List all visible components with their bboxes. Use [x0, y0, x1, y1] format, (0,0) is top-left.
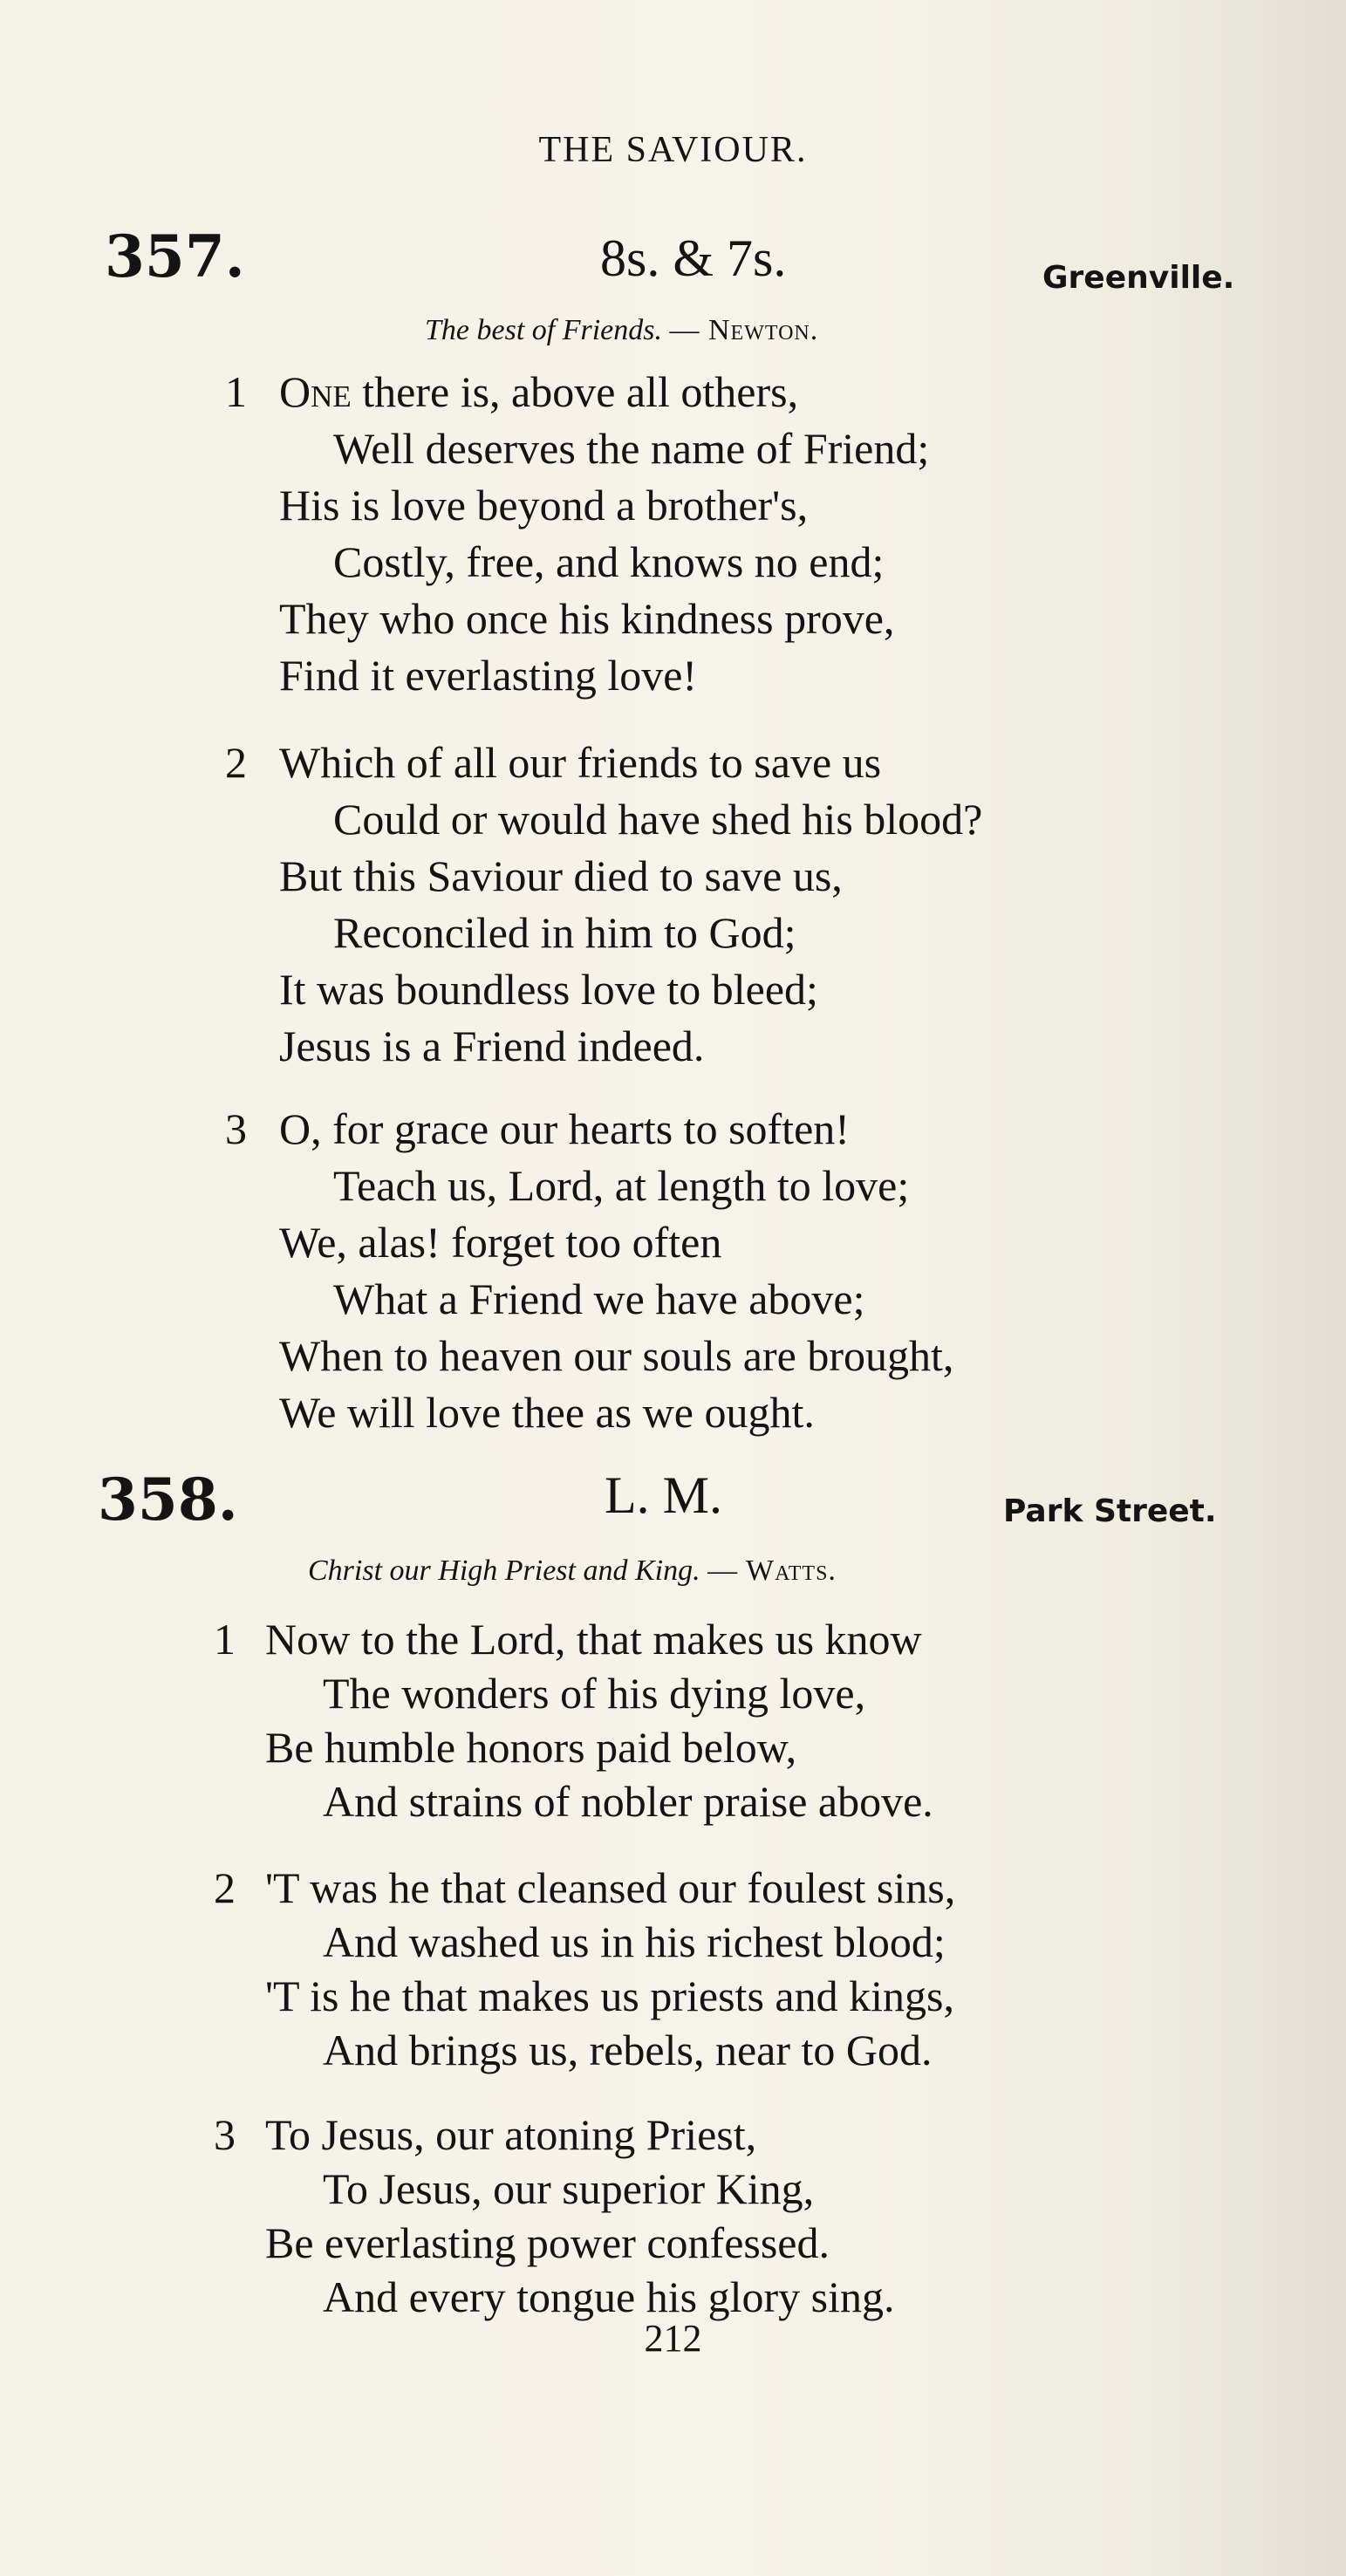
verse-line: When to heaven our souls are brought, — [279, 1331, 954, 1380]
verse-line: And brings us, rebels, near to God. — [323, 2026, 933, 2074]
verse-line: Find it everlasting love! — [279, 651, 698, 700]
verse-line: It was boundless love to bleed; — [279, 965, 818, 1014]
verse-line: 'T is he that makes us priests and kings, — [265, 1971, 954, 2020]
hymn-meter: 8s. & 7s. — [600, 229, 787, 287]
verse-number: 3 — [214, 2110, 236, 2159]
verse-line: Now to the Lord, that makes us know — [265, 1615, 922, 1664]
verse-line: We, alas! forget too often — [279, 1218, 722, 1267]
verse-number: 2 — [214, 1863, 236, 1912]
verse-line: 'T was he that cleansed our foulest sins, — [265, 1863, 956, 1912]
verse-line: Jesus is a Friend indeed. — [279, 1022, 705, 1070]
verse-line: Be humble honors paid below, — [265, 1723, 797, 1772]
hymn-number: 358. — [98, 1466, 238, 1534]
hymn-subtitle — [308, 1554, 837, 1588]
verse-number: 1 — [225, 367, 247, 416]
verse-line: But this Saviour died to save us, — [279, 851, 843, 900]
page-number: 212 — [644, 2317, 702, 2360]
subtitle-title: Christ our High Priest and King. — [308, 1554, 700, 1587]
verse-line — [279, 366, 798, 417]
subtitle-author: — Watts. — [707, 1554, 837, 1587]
verse-line: They who once his kindness prove, — [279, 594, 895, 643]
hymn-subtitle — [425, 314, 818, 347]
hymn-meter: L. M. — [605, 1466, 722, 1524]
verse-number: 3 — [225, 1104, 247, 1153]
verse-line: And every tongue his glory sing. — [323, 2272, 895, 2321]
subtitle-author: — Newton. — [669, 314, 819, 346]
verse-line: To Jesus, our atoning Priest, — [265, 2110, 757, 2159]
tune-name: Park Street. — [1003, 1493, 1217, 1529]
verse-line: The wonders of his dying love, — [323, 1669, 866, 1718]
verse-line: O, for grace our hearts to soften! — [279, 1104, 850, 1153]
verse-line: Could or would have shed his blood? — [333, 795, 983, 844]
first-word: One — [279, 367, 352, 416]
verse-number: 2 — [225, 738, 247, 787]
verse-line: Be everlasting power confessed. — [265, 2218, 830, 2267]
verse-line: And strains of nobler praise above. — [323, 1777, 933, 1826]
hymn-number: 357. — [105, 222, 245, 290]
verse-line: His is love beyond a brother's, — [279, 481, 809, 530]
tune-name: Greenville. — [1042, 260, 1235, 296]
verse-line: Costly, free, and knows no end; — [333, 537, 885, 586]
verse-line: What a Friend we have above; — [333, 1274, 865, 1323]
subtitle-title: The best of Friends. — [425, 314, 662, 346]
first-line-rest: there is, above all others, — [351, 367, 799, 416]
verse-number: 1 — [214, 1615, 236, 1664]
verse-line: We will love thee as we ought. — [279, 1388, 815, 1437]
verse-line: And washed us in his richest blood; — [323, 1917, 946, 1966]
verse-line: Which of all our friends to save us — [279, 738, 882, 787]
verse-line: Reconciled in him to God; — [333, 908, 796, 957]
verse-line: To Jesus, our superior King, — [323, 2164, 815, 2213]
verse-line: Teach us, Lord, at length to love; — [333, 1161, 910, 1210]
verse-line: Well deserves the name of Friend; — [333, 424, 930, 473]
running-head: THE SAVIOUR. — [538, 130, 808, 170]
